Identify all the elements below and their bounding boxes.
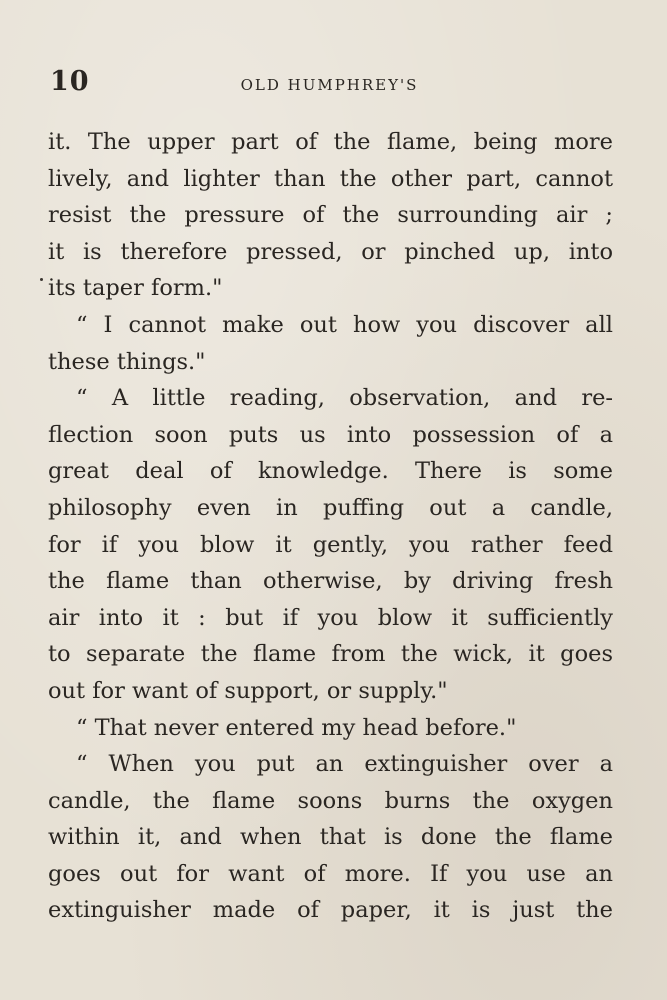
text-line: “ When you put an extinguisher over a xyxy=(76,751,613,778)
text-line: out for want of support, or supply." xyxy=(48,677,448,704)
text-line: “ I cannot make out how you discover all xyxy=(76,311,613,338)
running-head: OLD HUMPHREY'S xyxy=(240,76,419,94)
text-line: air into it : but if you blow it sufficiently xyxy=(48,604,613,631)
text-line: within it, and when that is done the flame xyxy=(48,824,613,851)
ink-speck xyxy=(40,278,43,281)
text-line: flection soon puts us into possession of a xyxy=(48,421,613,448)
page-number: 10 xyxy=(50,66,90,97)
text-line: the flame than otherwise, by driving fresh xyxy=(48,568,613,595)
text-line: lively, and lighter than the other part, cannot xyxy=(48,165,613,192)
text-line: it is therefore pressed, or pinched up, into xyxy=(48,238,613,265)
text-line: great deal of knowledge. There is some xyxy=(48,458,613,485)
text-line: its taper form." xyxy=(48,275,223,302)
text-line: candle, the flame soons burns the oxygen xyxy=(48,787,613,814)
body-text xyxy=(48,124,613,929)
text-line: for if you blow it gently, you rather feed xyxy=(48,531,613,558)
text-line: philosophy even in puffing out a candle, xyxy=(48,494,613,521)
text-line: to separate the flame from the wick, it goes xyxy=(48,641,613,668)
text-line: “ A little reading, observation, and re- xyxy=(76,385,613,412)
text-line: goes out for want of more. If you use an xyxy=(48,860,613,887)
text-line: it. The upper part of the flame, being more xyxy=(48,129,613,155)
text-line: resist the pressure of the surrounding air ; xyxy=(48,202,613,229)
text-line: these things." xyxy=(48,348,206,375)
page-header xyxy=(50,66,609,102)
text-line: “ That never entered my head before." xyxy=(76,714,517,741)
text-line: extinguisher made of paper, it is just the xyxy=(48,897,613,924)
